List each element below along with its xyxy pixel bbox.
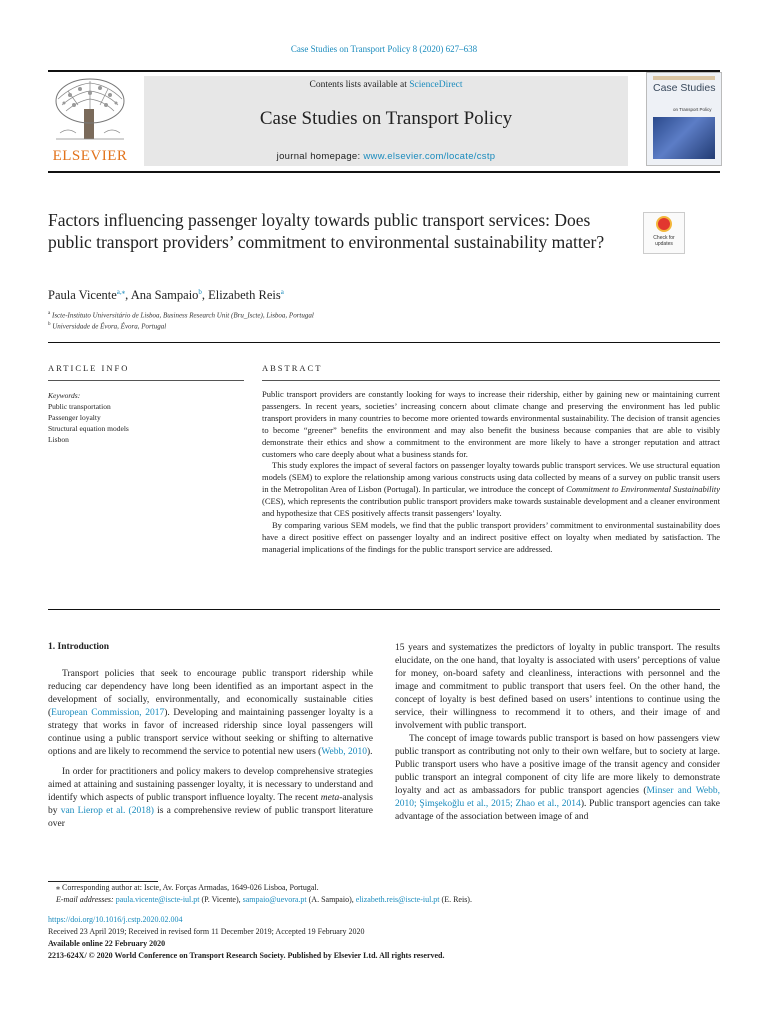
- cover-subtitle: on Transport Policy: [673, 107, 712, 112]
- cover-image: [653, 117, 715, 159]
- author-affil-mark[interactable]: a,⁎: [116, 288, 126, 296]
- abstract-paragraph: Public transport providers are constantly looking for ways to increase their ridership, either by gaining new or maintaining current passengers. In recent years, societies’ increasing concern about climate change and preserving the environment has led public transport providers in many countries to become more oriented towards environmental sustainability. The decision of transit agencies to become “greener” benefits the environment and may also benefit the business because companies that are able to visibly demonstrate their ethics and show a commitment to the environment are more likely to have a stronger reputation and attract customers who care deeply about what a business stands for.: [262, 389, 720, 459]
- abstract-italic-term: Commitment to Environmental Sustainability: [566, 484, 720, 495]
- article-info-heading: ARTICLE INFO: [48, 363, 130, 373]
- journal-homepage: [144, 151, 628, 162]
- keyword: Structural equation models: [48, 424, 129, 433]
- header-rule-top: [48, 70, 720, 72]
- body-paragraph: 15 years and systematizes the predictors of loyalty in public transport. The results elucidate, on the one hand, that loyalty is associated with users’ perceptions of value for money, on-board safety and cleanliness, interactions with personnel and the image and commitment to public transport that users feel. On the other hand, the concept of loyalty is best defined based on users’ intentions to continue using the service, their willingness to recommend it to others, and their image of and involvement with public transport.: [395, 643, 720, 731]
- body-paragraph: [48, 668, 373, 759]
- email-link[interactable]: sampaio@uevora.pt: [242, 895, 307, 904]
- body-paragraph: [48, 766, 373, 831]
- keyword: Passenger loyalty: [48, 413, 101, 422]
- sciencedirect-link[interactable]: ScienceDirect: [409, 80, 463, 90]
- keywords-label: Keywords:: [48, 391, 81, 400]
- body-text-run: The concept of image towards public transport is based on how passengers view public transport as contributing not only to their own welfare, but to society at large. Public transport users who have a positive image of the transit agency and consider public transport an integral component of city life are more likely to demonstrate loyalty and act as ambassadors for public transport agencies (: [395, 734, 720, 796]
- journal-title: Case Studies on Transport Policy: [259, 108, 513, 129]
- keyword: Lisbon: [48, 435, 69, 444]
- body-text-run: Transport policies that seek to encourage public transport ridership while reducing car dependency have long been identified as an important aspect in the development of socially, environmentally, and economically sustainable cities (: [48, 669, 373, 718]
- cover-top-band: [653, 76, 715, 80]
- section-heading: 1. Introduction: [48, 642, 110, 652]
- copyright-notice: 2213-624X/ © 2020 World Conference on Transport Research Society. Published by Elsevier Ltd. All rights reserved.: [48, 951, 445, 960]
- citation-link[interactable]: Minser and Webb, 2010; Şimşekoğlu et al., 2015; Zhao et al., 2014: [395, 786, 720, 809]
- contents-line: [144, 80, 628, 90]
- body-column-left: [48, 668, 373, 831]
- homepage-prefix: journal homepage:: [276, 151, 364, 162]
- email-link[interactable]: elizabeth.reis@iscte-iul.pt: [355, 895, 440, 904]
- email-link[interactable]: paula.vicente@iscte-iul.pt: [115, 895, 200, 904]
- citation-link[interactable]: Webb, 2010: [321, 747, 367, 757]
- abstract-text: [262, 389, 720, 556]
- affiliation-text: Universidade de Évora, Évora, Portugal: [52, 322, 167, 331]
- affiliation-a: [48, 311, 314, 319]
- homepage-link[interactable]: www.elsevier.com/locate/cstp: [363, 151, 496, 162]
- abstract-heading: ABSTRACT: [262, 363, 323, 373]
- body-text-run: -analysis by: [48, 793, 373, 816]
- keywords-block: [48, 390, 129, 445]
- crossmark-icon: [656, 216, 672, 232]
- keyword: Public transportation: [48, 402, 111, 411]
- author-name[interactable]: Elizabeth Reis: [208, 288, 281, 303]
- author-list: [48, 288, 284, 303]
- body-text-run: In order for practitioners and policy makers to develop comprehensive strategies aimed at attaining and sustaining passenger loyalty, it is necessary to understand and identify which aspects of public transport influence loyalty. The recent: [48, 767, 373, 803]
- available-online: Available online 22 February 2020: [48, 939, 166, 948]
- abstract-paragraph: By comparing various SEM models, we find that the public transport providers’ commitment to environmental sustainability does have a direct positive effect on passenger loyalty and an indirect positive effect on loyalty when mediated by satisfaction. The managerial implications of the findings for the public transport service are addressed.: [262, 519, 720, 554]
- abstract-rule-bottom: [48, 609, 720, 610]
- affiliation-mark: a: [48, 311, 51, 316]
- author-affil-mark[interactable]: b: [198, 288, 202, 296]
- header-rule-bottom: [48, 171, 720, 173]
- author-affil-mark[interactable]: a: [280, 288, 284, 296]
- body-text-run: ). Developing and maintaining passenger loyalty is a strategy that works in favor of increased ridership since loyal passengers will continue using a public transport service without seeking or shifting to alternative options and are likely to recommend the service to potential new users (: [48, 708, 373, 757]
- publication-info: [48, 914, 720, 962]
- corresponding-author-note: ⁎ Corresponding author at: Iscte, Av. Forças Armadas, 1649-026 Lisboa, Portugal.: [56, 883, 319, 892]
- body-text-run: is a comprehensive review of public transport literature over: [48, 806, 373, 829]
- author-separator: ,: [125, 288, 131, 303]
- body-column-right: [395, 642, 720, 824]
- abstract-rule: [262, 380, 720, 381]
- body-text-run: ).: [367, 747, 373, 757]
- author-name[interactable]: Ana Sampaio: [130, 288, 199, 303]
- body-text-run: ). Public transport agencies can take advantage of the association between image of and: [395, 799, 720, 822]
- footnotes: [48, 882, 720, 906]
- body-paragraph: [395, 733, 720, 824]
- citation-link[interactable]: van Lierop et al. (2018): [60, 806, 154, 816]
- cover-title: Case Studies: [653, 82, 716, 94]
- abstract-paragraph: [262, 460, 720, 520]
- contents-prefix: Contents lists available at: [309, 80, 410, 90]
- email-owner: (P. Vicente),: [199, 895, 243, 904]
- citation-link[interactable]: European Commission, 2017: [51, 708, 165, 718]
- email-label: E-mail addresses:: [56, 895, 116, 904]
- affiliation-mark: b: [48, 322, 51, 327]
- affiliation-b: [48, 322, 166, 330]
- citation-link[interactable]: Case Studies on Transport Policy 8 (2020) 627–638: [290, 44, 478, 54]
- abstract-text-run: (CES), which represents the contribution public transport providers make towards sustainable development and a cleaner environment and hypothesize that CES positively affects transit passengers’ loyalty.: [262, 496, 720, 519]
- email-owner: (E. Reis).: [439, 895, 472, 904]
- article-title: Factors influencing passenger loyalty towards public transport services: Does public transport providers’ commitment to environmental sustainability matter?: [48, 210, 605, 252]
- email-addresses: [48, 894, 720, 906]
- elsevier-wordmark: ELSEVIER: [52, 148, 128, 164]
- author-separator: ,: [201, 288, 209, 303]
- affiliation-text: Iscte-Instituto Universitário de Lisboa, Business Research Unit (Bru_Iscte), Lisboa, Portugal: [51, 311, 314, 320]
- article-info-rule: [48, 380, 244, 381]
- check-updates-label: Check for updates: [653, 235, 675, 247]
- check-for-updates-badge[interactable]: [643, 212, 685, 254]
- journal-cover-thumbnail[interactable]: [646, 72, 722, 166]
- abstract-text-run: This study explores the impact of several factors on passenger loyalty towards public transport services. We use structural equation models (SEM) to explore the relationship among various constructs using data collected by means of a survey on public transit users in the Metropolitan Area of Lisbon (Portugal). In particular, we introduce the concept of: [262, 460, 720, 495]
- email-owner: (A. Sampaio),: [306, 895, 356, 904]
- received-dates: Received 23 April 2019; Received in revised form 11 December 2019; Accepted 19 February 2020: [48, 927, 365, 936]
- author-name[interactable]: Paula Vicente: [48, 288, 117, 303]
- body-italic-term: meta: [320, 793, 340, 803]
- info-rule-top: [48, 342, 720, 343]
- doi-link[interactable]: https://doi.org/10.1016/j.cstp.2020.02.004: [48, 915, 183, 924]
